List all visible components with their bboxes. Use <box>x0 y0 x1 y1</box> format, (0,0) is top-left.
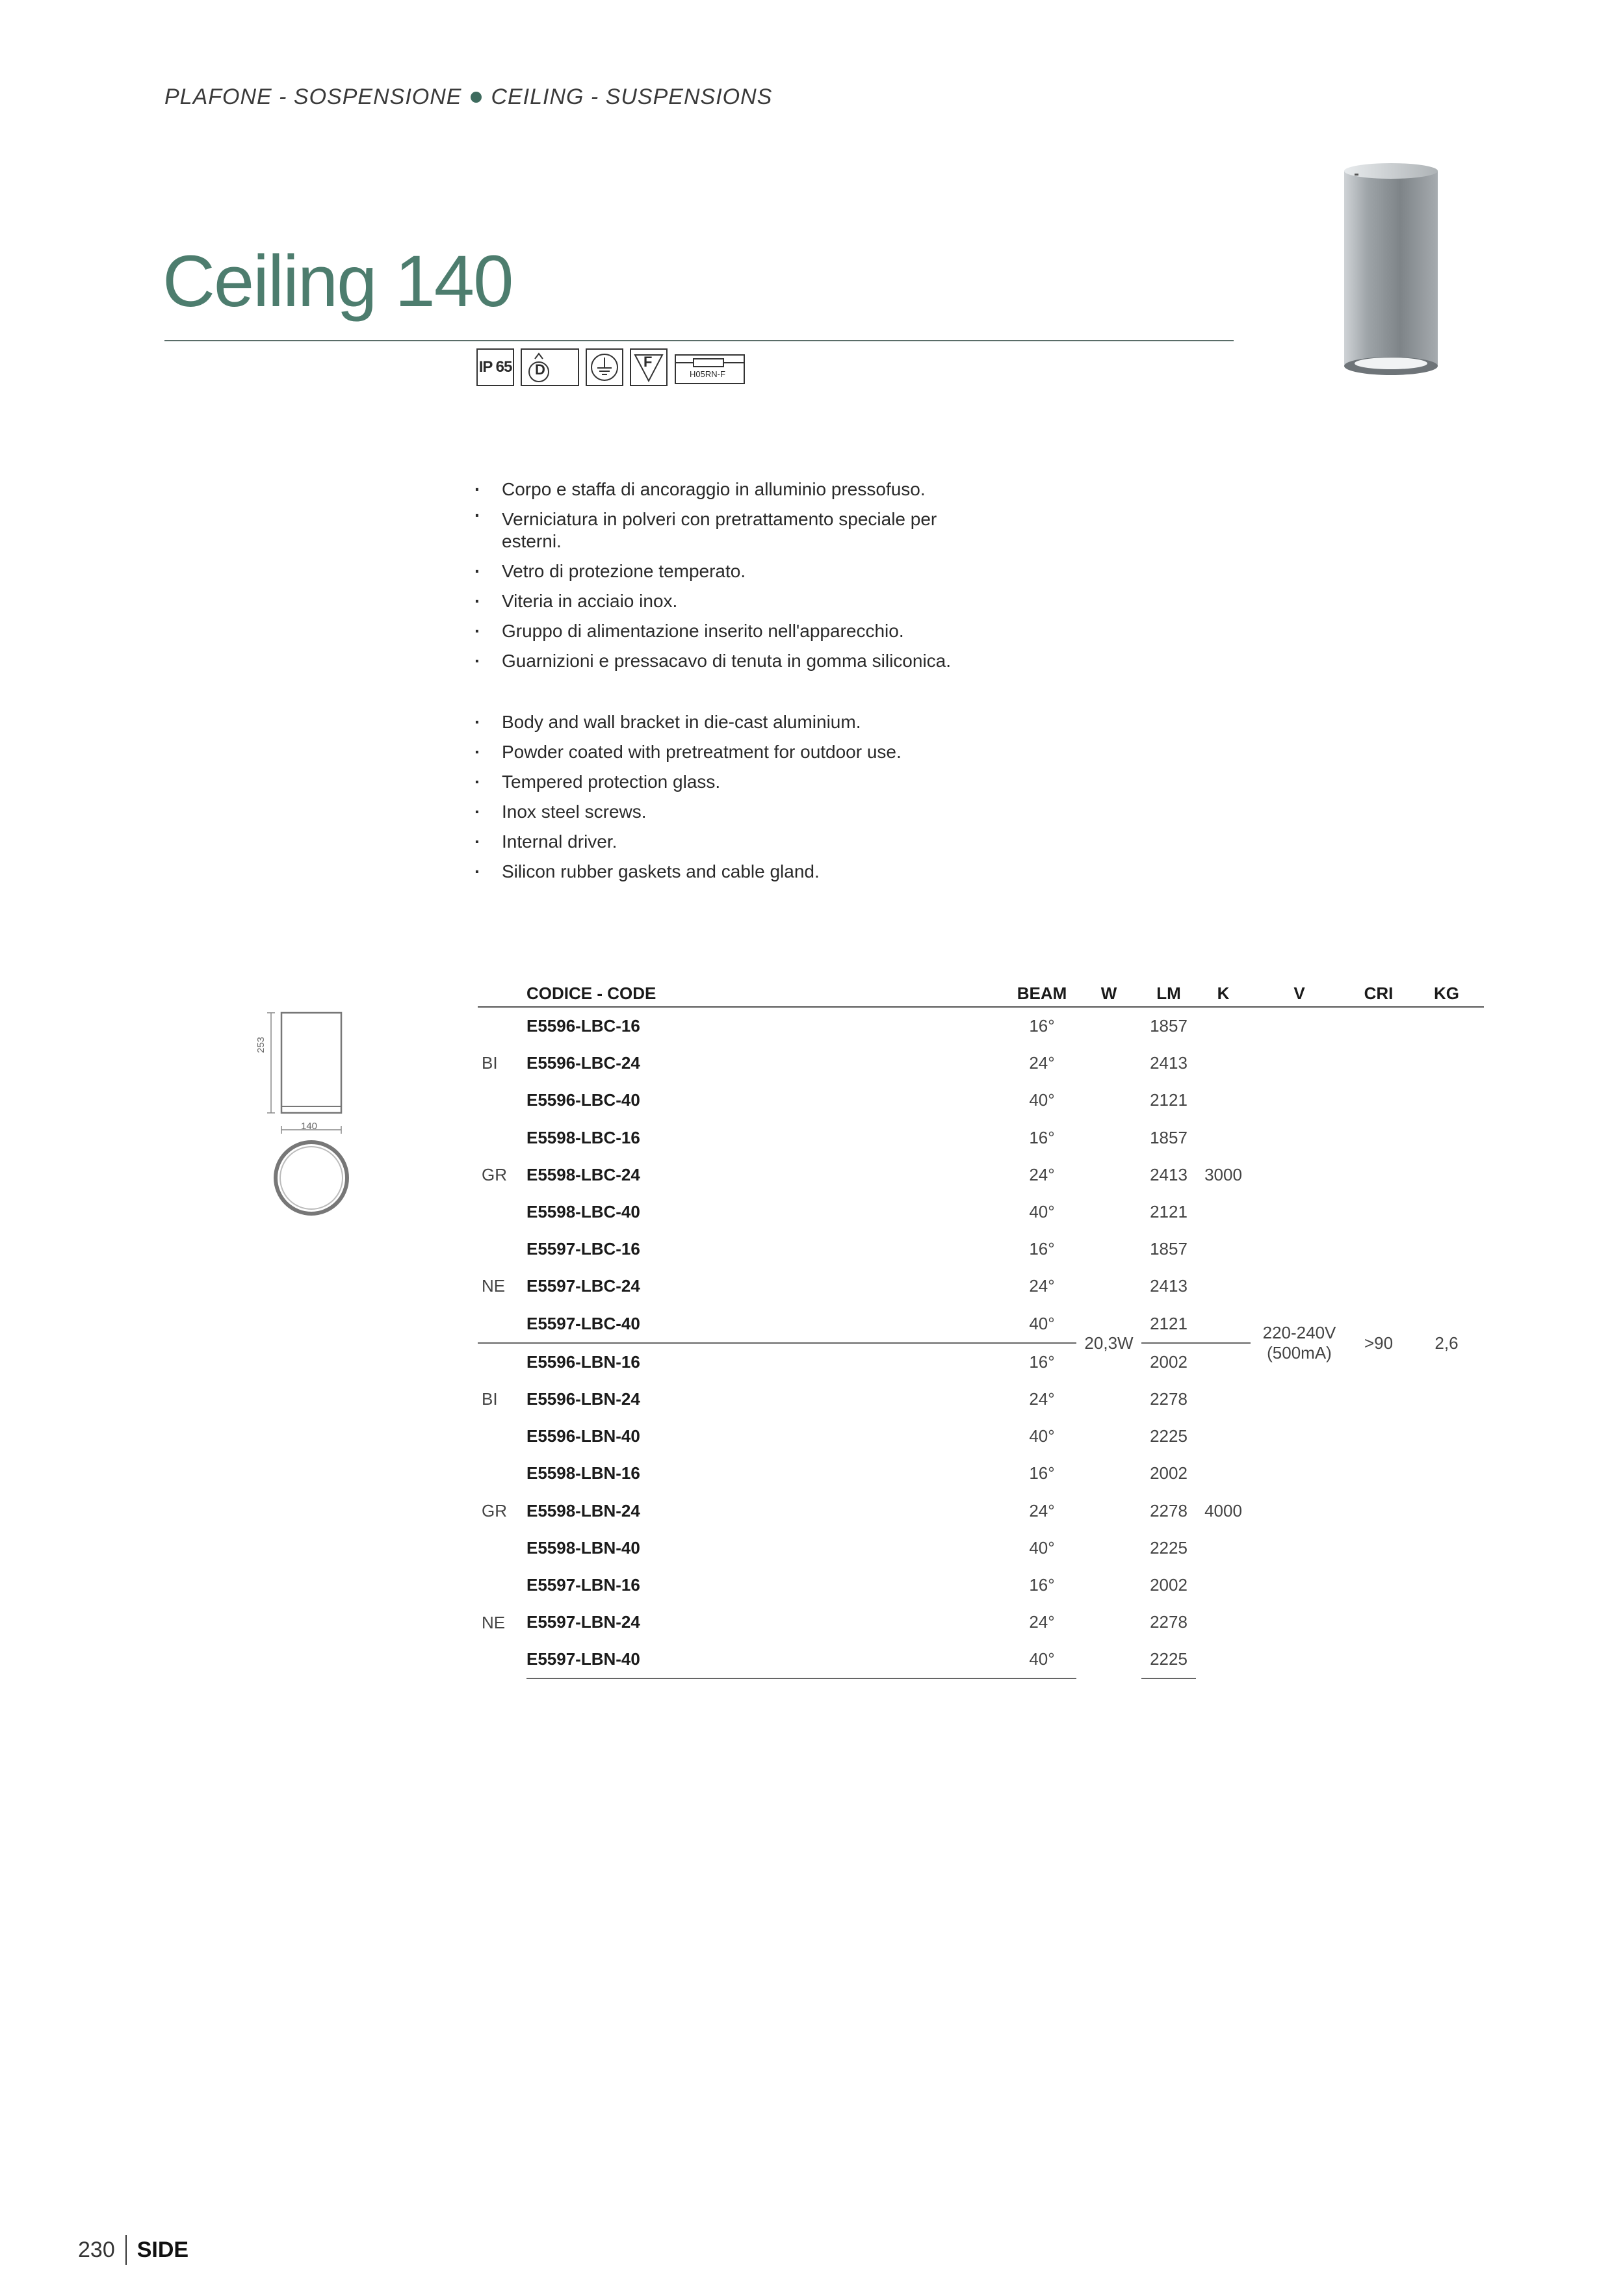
beam-angle: 24° <box>1029 1164 1055 1184</box>
color-temperature: 3000 <box>1204 1164 1242 1184</box>
header-beam: BEAM <box>1007 980 1076 1007</box>
beam-angle: 16° <box>1029 1016 1055 1036</box>
breadcrumb <box>164 85 772 110</box>
beam-angle: 16° <box>1029 1239 1055 1259</box>
breadcrumb-english: CEILING - SUSPENSIONS <box>491 85 773 109</box>
list-item: · Viteria in acciaio inox. <box>474 586 981 616</box>
bullet-dot-icon <box>471 92 482 103</box>
beam-angle: 40° <box>1029 1313 1055 1333</box>
lumen-value: 2121 <box>1150 1202 1188 1222</box>
voltage-value <box>1251 1007 1348 1678</box>
ip65-icon <box>476 348 514 386</box>
height-dimension-label: 253 <box>255 1036 266 1053</box>
lumen-value: 2225 <box>1150 1426 1188 1446</box>
cri-value: >90 <box>1364 1333 1394 1353</box>
product-code: E5596-LBC-24 <box>526 1053 640 1073</box>
beam-angle: 40° <box>1007 1641 1076 1678</box>
product-code: E5596-LBN-40 <box>526 1426 640 1446</box>
title-divider <box>164 340 1234 341</box>
lumen-value: 2413 <box>1150 1053 1188 1073</box>
product-code: E5596-LBN-24 <box>526 1389 640 1409</box>
list-item: · Silicon rubber gaskets and cable gland. <box>474 857 981 887</box>
lumen-value: 1857 <box>1150 1016 1188 1036</box>
lumen-value: 2278 <box>1150 1389 1188 1409</box>
page-number: 230 <box>78 2237 115 2262</box>
list-item: · Gruppo di alimentazione inserito nell'apparecchio. <box>474 616 981 646</box>
beam-angle: 24° <box>1029 1612 1055 1632</box>
earth-ground-icon <box>586 348 623 386</box>
header-kg: KG <box>1409 980 1484 1007</box>
beam-angle: 16° <box>1029 1574 1055 1595</box>
color-code: GR <box>482 1164 507 1184</box>
lumen-value: 2278 <box>1150 1500 1188 1520</box>
lumen-value: 2225 <box>1150 1537 1188 1558</box>
table-row <box>478 1007 1484 1045</box>
lumen-value: 2002 <box>1141 1343 1196 1381</box>
list-item: · Vetro di protezione temperato. <box>474 556 981 586</box>
beam-angle: 40° <box>1029 1202 1055 1222</box>
page-title: Ceiling 140 <box>162 241 513 322</box>
lumen-value: 2413 <box>1150 1164 1188 1184</box>
beam-angle: 24° <box>1029 1389 1055 1409</box>
lumen-value: 2121 <box>1150 1313 1188 1333</box>
header-code: CODICE - CODE <box>526 980 1007 1007</box>
footer-divider <box>125 2235 127 2265</box>
beam-angle: 16° <box>1029 1463 1055 1483</box>
beam-angle: 16° <box>1029 1127 1055 1147</box>
product-code: E5598-LBN-40 <box>526 1537 640 1558</box>
product-code: E5598-LBN-16 <box>526 1463 640 1483</box>
list-item: · Guarnizioni e pressacavo di tenuta in gomma siliconica. <box>474 646 981 676</box>
list-item: · Body and wall bracket in die-cast aluminium. <box>474 707 981 737</box>
color-code: NE <box>482 1612 506 1632</box>
beam-angle: 24° <box>1029 1276 1055 1296</box>
beam-angle: 40° <box>1029 1090 1055 1110</box>
list-item: · Verniciatura in polveri con pretrattamento speciale per esterni. <box>474 504 981 556</box>
header-lm: LM <box>1141 980 1196 1007</box>
features-list-english <box>474 707 981 887</box>
product-code: E5597-LBN-24 <box>526 1612 640 1632</box>
beam-angle: 40° <box>1029 1426 1055 1446</box>
width-dimension-label: 140 <box>301 1121 318 1132</box>
features-list-italian <box>474 475 981 676</box>
header-w: W <box>1076 980 1141 1007</box>
color-code: GR <box>482 1500 507 1520</box>
color-code: BI <box>482 1053 498 1073</box>
breadcrumb-italian: PLAFONE - SOSPENSIONE <box>164 85 462 109</box>
voltage-range: 220-240V <box>1262 1323 1336 1343</box>
driver-current: (500mA) <box>1267 1343 1332 1363</box>
list-item: · Tempered protection glass. <box>474 767 981 797</box>
color-code: BI <box>478 1343 526 1455</box>
product-code: E5596-LBC-40 <box>526 1090 640 1110</box>
list-item: · Internal driver. <box>474 827 981 857</box>
spec-table <box>478 980 1484 1679</box>
brand-name: SIDE <box>136 2237 189 2262</box>
wattage-value: 20,3W <box>1084 1333 1134 1353</box>
lumen-value: 1857 <box>1150 1239 1188 1259</box>
color-temperature: 4000 <box>1196 1343 1251 1679</box>
beam-angle: 24° <box>1029 1500 1055 1520</box>
lumen-value: 1857 <box>1150 1127 1188 1147</box>
product-code: E5598-LBC-16 <box>526 1127 640 1147</box>
lumen-value: 2278 <box>1150 1612 1188 1632</box>
beam-angle: 24° <box>1029 1053 1055 1073</box>
f-mark-icon <box>630 348 668 386</box>
ip-rating-label: IP 65 <box>478 358 512 376</box>
color-code: NE <box>482 1276 506 1296</box>
product-code: E5598-LBC-24 <box>526 1164 640 1184</box>
cable-type-label: H05RN-F <box>690 369 725 379</box>
beam-angle: 16° <box>1007 1343 1076 1381</box>
product-code: E5597-LBN-40 <box>526 1641 1007 1678</box>
lumen-value: 2225 <box>1141 1641 1196 1678</box>
product-code: E5597-LBN-16 <box>526 1574 640 1595</box>
beam-angle: 40° <box>1029 1537 1055 1558</box>
product-code: E5598-LBN-24 <box>526 1500 640 1520</box>
product-code: E5597-LBC-24 <box>526 1276 640 1296</box>
product-code: E5597-LBC-40 <box>526 1313 640 1333</box>
d-mark-icon <box>521 348 579 386</box>
lumen-value: 2002 <box>1150 1463 1188 1483</box>
lumen-value: 2413 <box>1150 1276 1188 1296</box>
list-item: · Powder coated with pretreatment for outdoor use. <box>474 737 981 767</box>
dimension-drawing <box>257 1001 361 1225</box>
certification-icons <box>476 348 746 390</box>
lumen-value: 2121 <box>1150 1090 1188 1110</box>
product-code: E5596-LBC-16 <box>526 1016 640 1036</box>
product-code: E5597-LBC-16 <box>526 1239 640 1259</box>
d-mark-letter: D <box>535 361 545 378</box>
f-mark-letter: F <box>643 354 653 370</box>
product-photo <box>1339 159 1443 384</box>
product-code: E5598-LBC-40 <box>526 1202 640 1222</box>
list-item: · Corpo e staffa di ancoraggio in alluminio pressofuso. <box>474 475 981 504</box>
list-item: · Inox steel screws. <box>474 797 981 827</box>
cable-type-icon <box>674 348 746 386</box>
weight-value: 2,6 <box>1435 1333 1459 1353</box>
header-cri: CRI <box>1348 980 1409 1007</box>
header-k: K <box>1196 980 1251 1007</box>
header-v: V <box>1251 980 1348 1007</box>
footer <box>78 2235 188 2265</box>
product-code: E5596-LBN-16 <box>526 1343 1007 1381</box>
lumen-value: 2002 <box>1150 1574 1188 1595</box>
table-header-row <box>478 980 1484 1007</box>
